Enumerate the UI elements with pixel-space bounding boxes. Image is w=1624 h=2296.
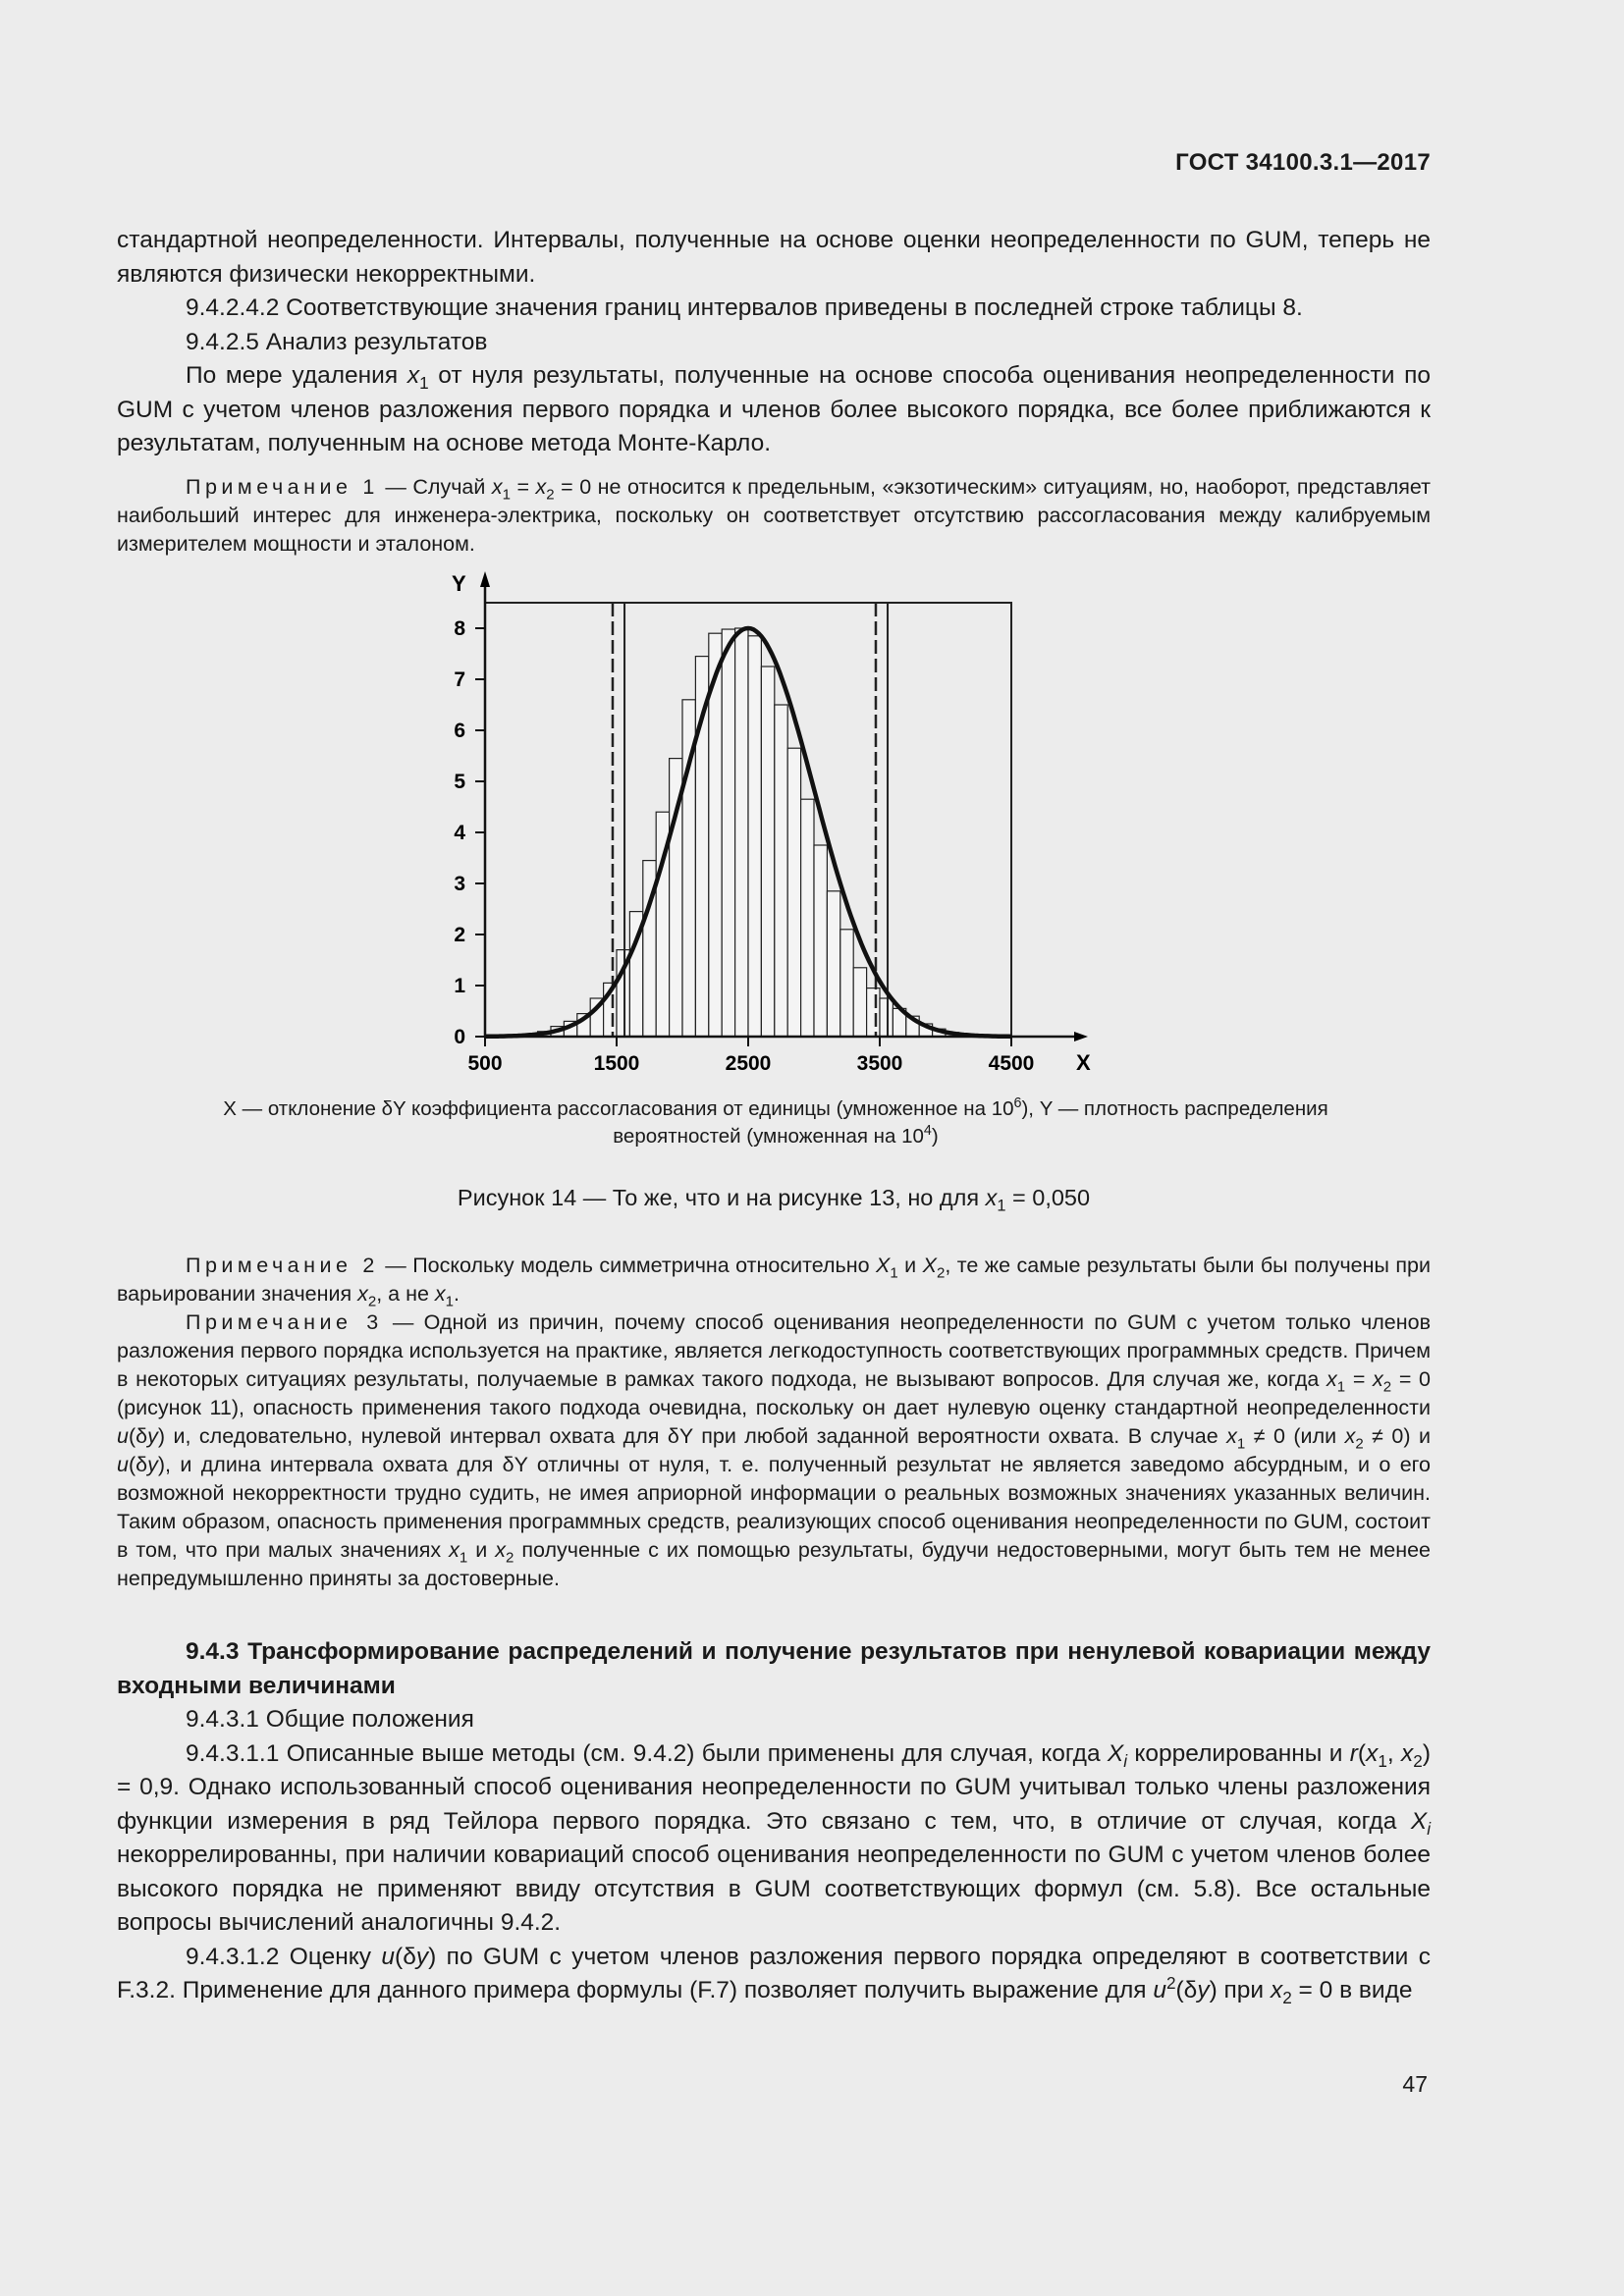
- document-header: ГОСТ 34100.3.1—2017: [1175, 149, 1431, 176]
- notes-block: [117, 1252, 1431, 1593]
- note-1: Примечание 1 — Случай $x_1 = x_2 = 0$ не относится к предельным, «экзотическим» ситуациям, но, наоборот, представляет наибольший интерес для инженера-электрика, поскольку он соответствует отсутствию рассогласования между калибруемым измерителем мощности и эталоном.: [117, 474, 1431, 556]
- note-2: Примечание 2 — Поскольку модель симметрична относительно $X_1$ и $X_2$, те же самые результаты были бы получены при варьировании значения $x_2$, а не $x_1$.: [117, 1254, 1431, 1310]
- y-axis-label: Y: [452, 571, 466, 596]
- histogram-bar: [787, 748, 800, 1037]
- histogram-bar: [827, 891, 839, 1037]
- section-heading: 9.4.3 Трансформирование распределений и получение результатов при ненулевой ковариации между входными величинами: [117, 1638, 1431, 1699]
- histogram-bar: [735, 628, 748, 1037]
- y-tick-label: 6: [454, 720, 465, 742]
- x-tick-label: 4500: [988, 1052, 1035, 1075]
- y-tick-label: 2: [454, 924, 465, 946]
- histogram-bar: [853, 968, 866, 1037]
- y-axis-arrow: [480, 571, 490, 587]
- histogram-bar: [761, 667, 774, 1037]
- paragraph: 9.4.2.5 Анализ результатов: [186, 328, 488, 355]
- histogram-bar: [801, 799, 814, 1037]
- y-tick-label: 4: [454, 822, 465, 844]
- y-tick-label: 3: [454, 873, 465, 895]
- paragraph: По мере удаления $x_1$ от нуля результаты, полученные на основе способа оценивания неопределенности по GUM с учетом членов разложения первого порядка и членов более высокого порядка, все более приближаются к результатам, полученным на основе метода Монте-Карло.: [117, 362, 1431, 456]
- text-block-top: [117, 224, 1431, 559]
- histogram-bar: [880, 998, 893, 1037]
- histogram-chart: [432, 567, 1119, 1078]
- x-tick-label: 1500: [593, 1052, 640, 1075]
- histogram-bar: [722, 629, 734, 1037]
- y-tick-label: 8: [454, 617, 465, 640]
- histogram-bar: [748, 636, 761, 1037]
- page-number: 47: [1402, 2071, 1428, 2097]
- paragraph: 9.4.3.1.2 Оценку u(δy) по GUM с учетом членов разложения первого порядка определяют в соответствии с F.3.2. Применение для данного примера формулы (F.7) позволяет получить выражение для $u^2(\delta y)$ при $x_2 = 0$ в виде: [117, 1943, 1432, 2007]
- note-3: Примечание 3 — Одной из причин, почему способ оценивания неопределенности по GUM с учетом только членов разложения первого порядка используется на практике, является легкодоступность соответствующих программных средств. Причем в некоторых ситуациях результаты, получаемые в рамках такого подхода, не вызывают вопросов. Для случая же, когда $x_1 = x_2 = 0$ (рисунок 11), опасность применения такого подхода очевидна, поскольку он дает нулевую оценку стандартной неопределенности u(δy) и, следовательно, нулевой интервал охвата для δY при любой заданной вероятности охвата. В случае $x_1 \ne 0$ (или $x_2 \ne 0$) и u(δy), и длина интервала охвата для δY отличны от нуля, т. е. полученный результат не является заведомо абсурдным, и о его возможной некорректности трудно судить, не имея априорной информации о реальных возможных значениях указанных величин. Таким образом, опасность применения программных средств, реализующих способ оценивания неопределенности по GUM, состоит в том, что при малых значениях $x_1$ и $x_2$ полученные с их помощью результаты, будучи недостоверными, могут быть тем не менее непредумышленно приняты за достоверные.: [117, 1310, 1432, 1590]
- x-tick-label: 2500: [725, 1052, 772, 1075]
- paragraph: 9.4.2.4.2 Соответствующие значения границ интервалов приведены в последней строке таблицы 8.: [186, 294, 1303, 321]
- section-9-4-3: [117, 1635, 1431, 2008]
- x-axis-label: X: [1076, 1050, 1091, 1075]
- y-tick-label: 0: [454, 1026, 465, 1048]
- histogram-bar: [775, 705, 787, 1037]
- histogram-bar: [867, 988, 880, 1037]
- histogram-bar: [840, 930, 853, 1037]
- x-tick-label: 3500: [856, 1052, 903, 1075]
- y-tick-label: 7: [454, 668, 465, 691]
- paragraph: стандартной неопределенности. Интервалы, полученные на основе оценки неопределенности по GUM, теперь не являются физически некорректными.: [117, 227, 1431, 288]
- figure-caption: X — отклонение δY коэффициента рассогласования от единицы (умноженное на $10^6$), Y — плотность распределения вероятностей (умноженная на $10^4$): [223, 1095, 1328, 1148]
- subsection-title: 9.4.3.1 Общие положения: [186, 1706, 474, 1733]
- y-tick-label: 5: [454, 771, 465, 793]
- x-axis-arrow: [1074, 1032, 1088, 1041]
- histogram-bar: [814, 845, 827, 1037]
- y-tick-label: 1: [454, 975, 465, 997]
- figure-title: Рисунок 14 — То же, что и на рисунке 13, но для $x_1 = 0,050$: [457, 1185, 1091, 1215]
- paragraph: 9.4.3.1.1 Описанные выше методы (см. 9.4.2) были применены для случая, когда $X_i$ коррелированны и $r(x_1$, $x_2) = 0,9$. Однако использованный способ оценивания неопределенности по GUM учитывал только члены разложения функции измерения в ряд Тейлора первого порядка. Это связано с тем, что, в отличие от случая, когда $X_i$ некоррелированны, при наличии ковариаций способ оценивания неопределенности по GUM с учетом членов более высокого порядка не применяют ввиду отсутствия в GUM соответствующих формул (см. 5.8). Все остальные вопросы вычислений аналогичны 9.4.2.: [117, 1739, 1431, 1936]
- x-tick-label: 500: [467, 1052, 503, 1075]
